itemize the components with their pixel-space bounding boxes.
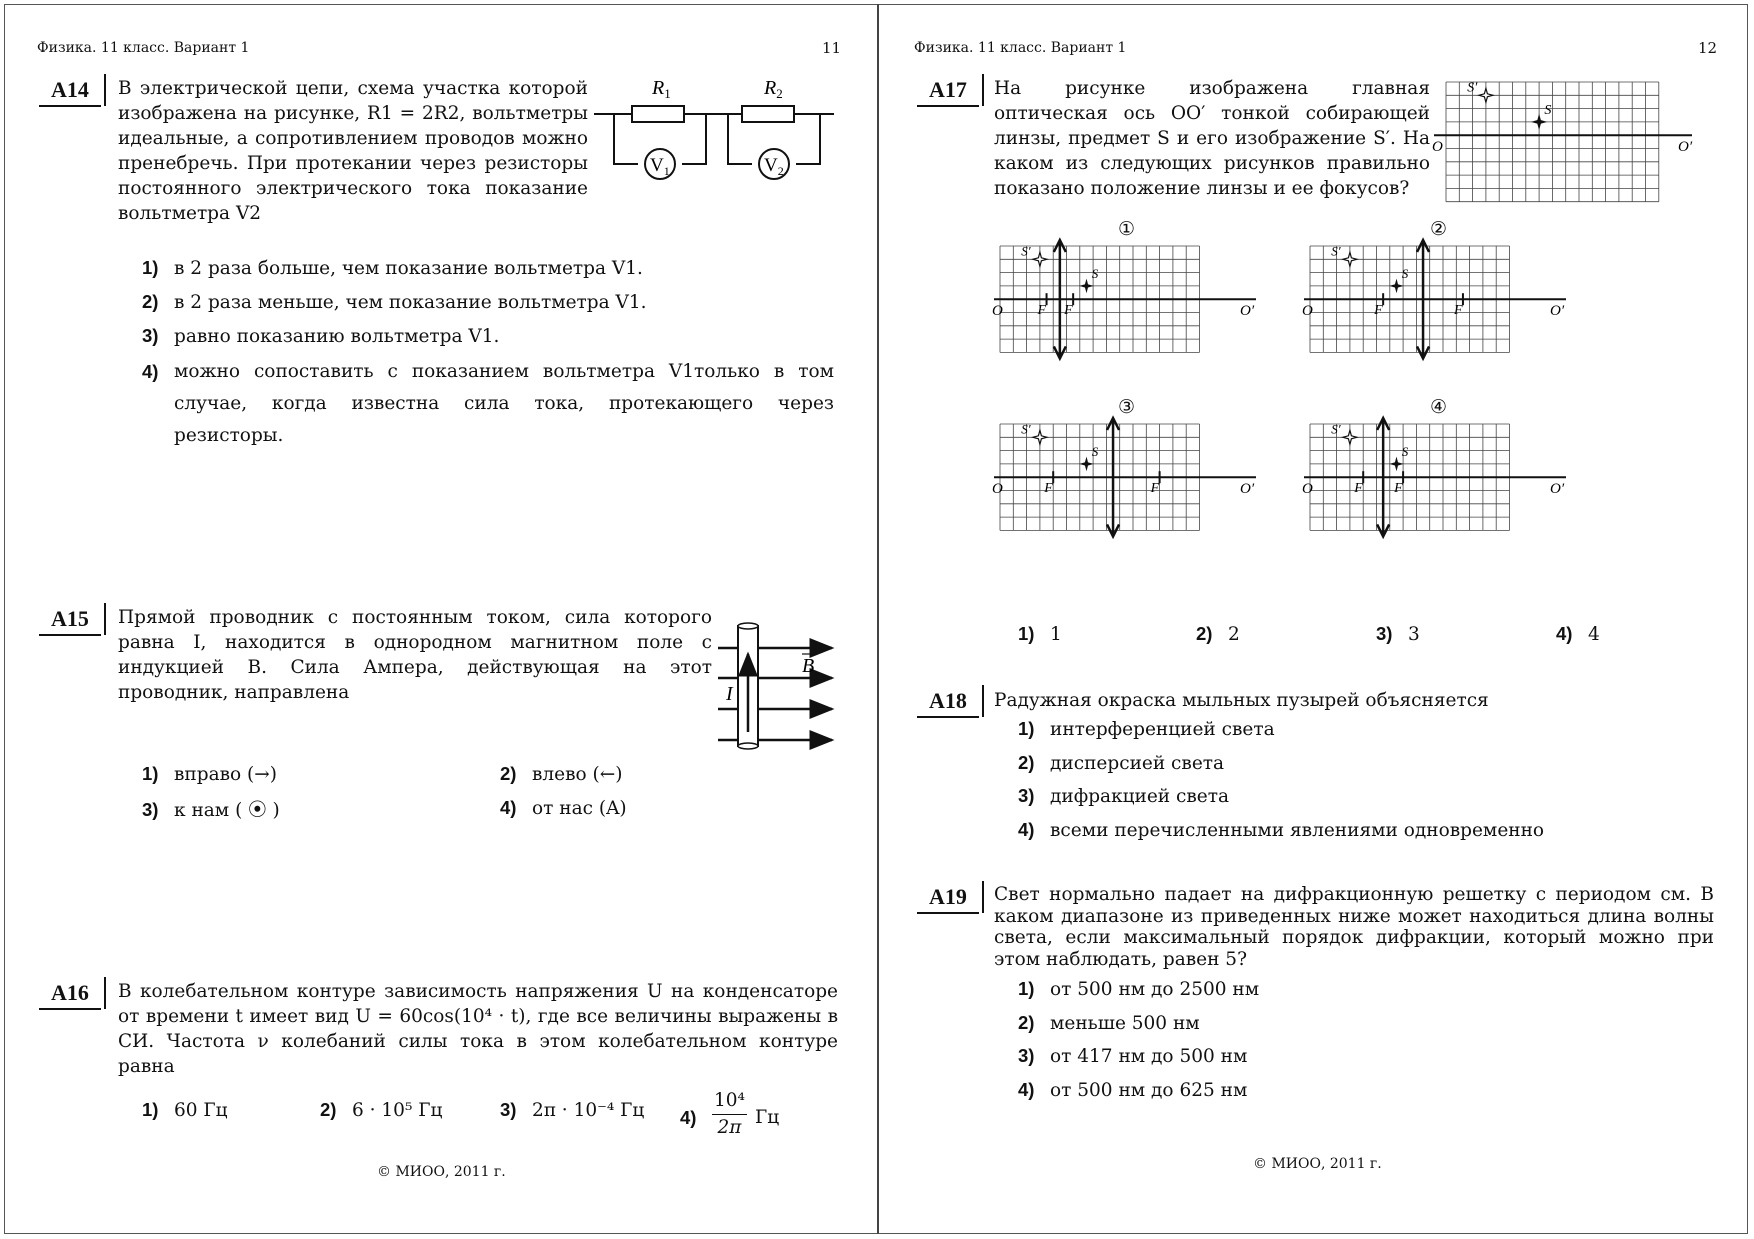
diagram-label: S: [1091, 443, 1099, 459]
question-label-a17: A17: [917, 77, 979, 107]
diagram-label: F: [1037, 303, 1047, 319]
figure-number-4: ④: [1430, 396, 1448, 418]
question-bar: [982, 74, 984, 106]
diagram-label: F: [1354, 481, 1363, 497]
page-number: 12: [1698, 39, 1718, 57]
option-a18-2[interactable]: 2) дисперсией света: [1018, 752, 1225, 774]
diagram-label: S′: [1331, 421, 1341, 437]
option-a18-3[interactable]: 3) дифракцией света: [1018, 785, 1230, 807]
question-text-a17: На рисунке изображена главная оптическая ось OO′ тонкой собирающей линзы, предмет S и его изображение S′. На каком из следующих рисунков правильно показано положение линзы и ее фокусов?: [994, 78, 1430, 199]
diagram-label: S: [1091, 265, 1099, 281]
diagram-label: O: [1302, 481, 1313, 498]
lens-figure-3: [994, 418, 1256, 544]
diagram-label: F: [1064, 303, 1073, 319]
option-a15-3[interactable]: 3) к нам ( ⦿ ): [142, 799, 280, 821]
point-marker: [1343, 252, 1357, 266]
fraction-denominator: 2π: [717, 1117, 742, 1138]
question-label-a19: A19: [917, 884, 979, 914]
question-text-a16: В колебательном контуре зависимость напряжения U на конденсаторе от времени t имеет вид U = 60cos(10⁴ · t), где все величины выражены в СИ. Частота ν колебаний силы тока в этом колебательном контуре равна: [118, 981, 838, 1077]
field-label: B: [802, 655, 815, 677]
diagram-label: O: [1302, 303, 1313, 320]
r1-label: $R_1$: [652, 77, 671, 101]
diagram-label: F: [1453, 303, 1463, 319]
figure-number-3: ③: [1118, 396, 1136, 418]
page-header: Физика. 11 класс. Вариант 1: [914, 40, 1127, 56]
r2-label: $R_2$: [764, 77, 783, 101]
point-marker: [1343, 430, 1357, 444]
page-footer: © МИОО, 2011 г.: [377, 1164, 506, 1180]
option-a17-2[interactable]: 2) 2: [1196, 623, 1240, 645]
diagram-label: S′: [1331, 243, 1341, 259]
diagram-label: O: [992, 481, 1003, 498]
question-bar: [982, 685, 984, 717]
diagram-label: O′: [1678, 139, 1693, 156]
option-a18-1[interactable]: 1) интерференцией света: [1018, 718, 1275, 740]
option-a15-2[interactable]: 2) влево (←): [500, 763, 623, 785]
option-a17-3[interactable]: 3) 3: [1376, 623, 1420, 645]
page-footer: © МИОО, 2011 г.: [1253, 1156, 1382, 1172]
option-a19-3[interactable]: 3) от 417 нм до 500 нм: [1018, 1045, 1248, 1067]
diagram-label: F: [1044, 481, 1053, 497]
diagram-label: O′: [1550, 481, 1565, 498]
point-marker: [1033, 252, 1047, 266]
question-bar: [104, 977, 106, 1009]
diagram-label: S: [1401, 265, 1409, 281]
question-text-a15: Прямой проводник с постоянным током, сила которого равна I, находится в однородном магнитном поле с индукцией B. Сила Ампера, действующая на этот проводник, направлена: [118, 607, 712, 703]
diagram-label: F: [1150, 481, 1160, 497]
fraction-numerator: 10⁴: [712, 1088, 747, 1115]
option-a19-4[interactable]: 4) от 500 нм до 625 нм: [1018, 1079, 1248, 1101]
option-a15-1[interactable]: 1) вправо (→): [142, 763, 277, 785]
figure-number-1: ①: [1118, 218, 1136, 240]
page-header: Физика. 11 класс. Вариант 1: [37, 40, 250, 56]
diagram-label: S′: [1467, 80, 1478, 96]
question-bar: [104, 74, 106, 106]
v2-label: $V_2$: [764, 155, 784, 178]
question-label-a14: A14: [39, 77, 101, 107]
question-label-a16: A16: [39, 980, 101, 1010]
question-label-a15: A15: [39, 606, 101, 636]
option-a19-2[interactable]: 2) меньше 500 нм: [1018, 1012, 1200, 1034]
diagram-label: S′: [1021, 421, 1031, 437]
option-a16-3[interactable]: 3) 2π · 10⁻⁴ Гц: [500, 1099, 645, 1121]
current-label: I: [726, 683, 733, 705]
option-a15-4[interactable]: 4) от нас (A): [500, 797, 627, 819]
option-a14-4[interactable]: 4) можно сопоставить с показанием вольтметра V1только в том случае, когда известна сила тока, протекающего через резисторы.: [142, 361, 834, 446]
option-a16-4[interactable]: 4) $\frac{\text{10⁴}}{2\pi}$ Гц: [680, 1094, 779, 1141]
question-text-a19: Свет нормально падает на дифракционную решетку с периодом см. В каком диапазоне из приведенных ниже может находиться длина волны света, если максимальный порядок дифракции, который можно при этом наблюдать, равен 5?: [994, 884, 1714, 970]
optical-axis-diagram: [1434, 76, 1704, 206]
page-number: 11: [822, 39, 842, 57]
diagram-label: O: [1432, 139, 1443, 156]
diagram-label: S: [1401, 443, 1409, 459]
question-bar: [104, 603, 106, 635]
option-a16-2[interactable]: 2) 6 · 10⁵ Гц: [320, 1099, 443, 1121]
circuit-diagram: [592, 72, 842, 187]
diagram-label: S′: [1021, 243, 1031, 259]
diagram-label: F: [1394, 481, 1403, 497]
lens-figure-4: [1304, 418, 1566, 544]
point-marker: [1082, 281, 1092, 291]
question-label-a18: A18: [917, 688, 979, 718]
option-a16-1[interactable]: 1) 60 Гц: [142, 1099, 228, 1121]
option-a14-1[interactable]: 1) в 2 раза больше, чем показание вольтметра V1.: [142, 257, 643, 279]
right-page: [878, 0, 1754, 1239]
diagram-label: O: [992, 303, 1003, 320]
question-text-a18: Радужная окраска мыльных пузырей объясняется: [994, 690, 1489, 711]
point-marker: [1033, 430, 1047, 444]
point-marker: [1533, 116, 1545, 128]
point-marker: [1392, 459, 1402, 469]
diagram-label: F: [1374, 303, 1383, 319]
option-a14-3[interactable]: 3) равно показанию вольтметра V1.: [142, 325, 500, 347]
option-a19-1[interactable]: 1) от 500 нм до 2500 нм: [1018, 978, 1260, 1000]
point-marker: [1392, 281, 1402, 291]
diagram-label: O′: [1550, 303, 1565, 320]
magnetic-field-diagram: [716, 620, 836, 755]
diagram-label: O′: [1240, 303, 1255, 320]
lens-figure-1: [994, 240, 1256, 366]
option-a17-4[interactable]: 4) 4: [1556, 623, 1600, 645]
question-text-a14: В электрической цепи, схема участка которой изображена на рисунке, R1 = 2R2, вольтметры идеальные, а сопротивлением проводов можно пренебречь. При протекании через резисторы постоянного электрического тока показание вольтметра V2: [118, 78, 588, 224]
option-a17-1[interactable]: 1) 1: [1018, 623, 1062, 645]
point-marker: [1082, 459, 1092, 469]
point-marker: [1479, 88, 1493, 102]
option-a18-4[interactable]: 4) всеми перечисленными явлениями одновременно: [1018, 819, 1545, 841]
lens-figure-2: [1304, 240, 1566, 366]
diagram-label: O′: [1240, 481, 1255, 498]
diagram-label: S: [1544, 102, 1552, 118]
option-a14-2[interactable]: 2) в 2 раза меньше, чем показание вольтметра V1.: [142, 291, 647, 313]
v1-label: $V_1$: [650, 155, 670, 178]
figure-number-2: ②: [1430, 218, 1448, 240]
question-bar: [982, 881, 984, 913]
